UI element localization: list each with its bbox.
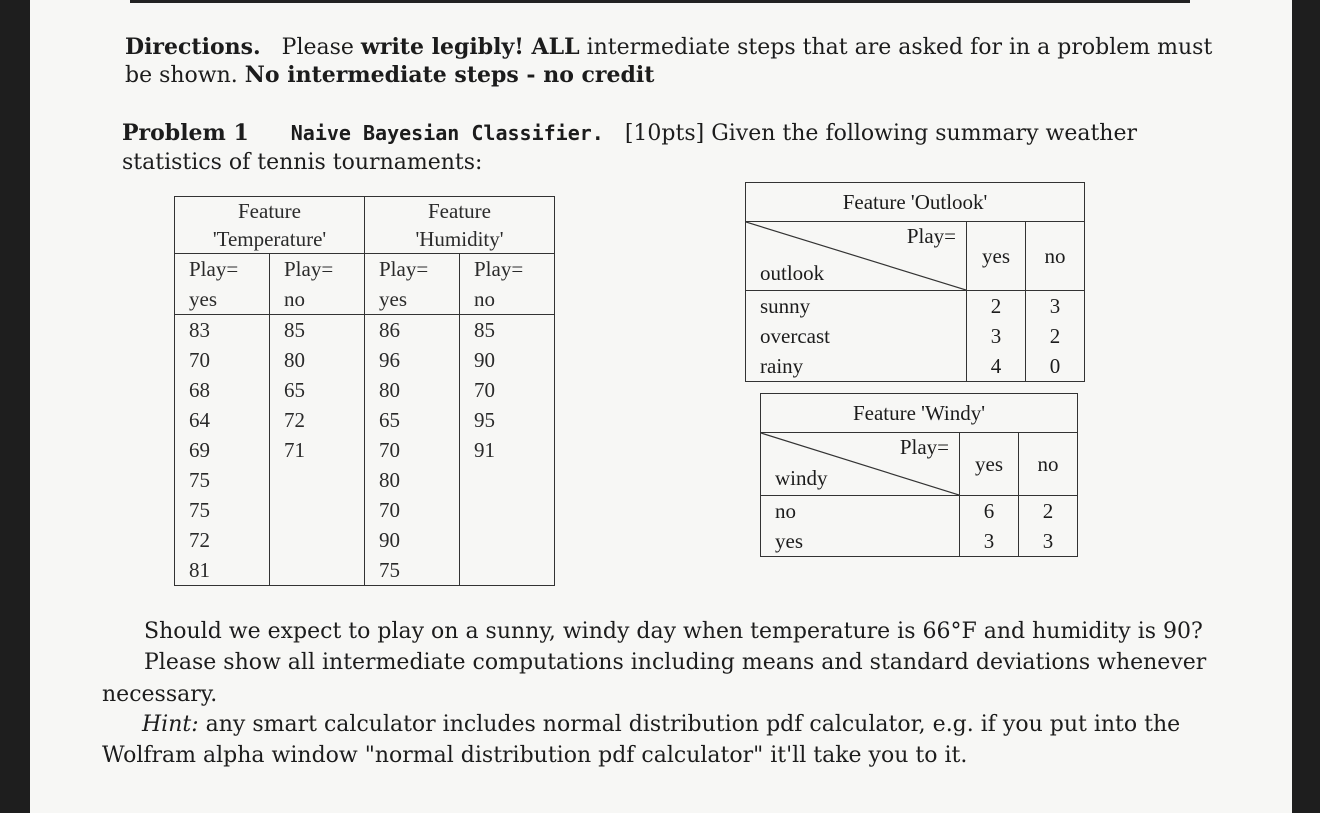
table-cell: 80 — [365, 465, 460, 495]
table-cell: 96 — [365, 345, 460, 375]
table-cell: 95 — [474, 407, 495, 432]
table-cell: 75 — [175, 465, 270, 495]
col-yes: yes — [960, 433, 1019, 496]
table-cell: 80 — [365, 375, 460, 405]
outlook-diagonal-header — [746, 222, 967, 291]
directions-line-1: Directions. Please write legibly! ALL intermediate steps that are asked for in a problem must — [125, 34, 1213, 60]
play-label: Play= — [175, 254, 270, 285]
row-label: no — [761, 496, 960, 527]
question-line-3: necessary. — [102, 682, 218, 707]
question-line-1: Should we expect to play on a sunny, windy day when temperature is 66°F and humidity is 90? — [144, 619, 1203, 644]
table-row — [175, 525, 555, 555]
problem-heading: Problem 1 Naive Bayesian Classifier. [10pts] Given the following summary weather — [122, 120, 1138, 146]
hint-label: Hint: — [142, 712, 199, 737]
table-cell: 64 — [175, 405, 270, 435]
table-cell — [270, 495, 365, 525]
temperature-humidity-table — [174, 196, 555, 586]
table-row — [746, 351, 1085, 382]
table-cell: 68 — [175, 375, 270, 405]
table-cell — [270, 525, 365, 555]
table-cell: 75 — [175, 495, 270, 525]
yes-label: yes — [365, 284, 460, 315]
row-label: sunny — [746, 291, 967, 322]
play-label: Play= — [899, 435, 949, 459]
col-no: no — [1019, 433, 1078, 496]
play-label: Play= — [270, 254, 365, 285]
yes-count: 2 — [967, 291, 1026, 322]
table-row — [761, 496, 1078, 527]
table-cell: 72 — [270, 405, 365, 435]
table-cell: 86 — [365, 315, 460, 346]
yes-count: 4 — [967, 351, 1026, 382]
directions-label: Directions. — [125, 34, 261, 60]
table-row — [175, 315, 555, 346]
row-label: overcast — [746, 321, 967, 351]
yes-count: 3 — [967, 321, 1026, 351]
no-count: 2 — [1042, 498, 1054, 523]
humidity-header: Feature 'Humidity' — [415, 199, 504, 251]
yes-count: 6 — [960, 496, 1019, 527]
windy-title: Feature 'Windy' — [761, 394, 1078, 433]
table-cell: 91 — [474, 437, 495, 462]
table-row — [761, 526, 1078, 557]
table-cell: 90 — [474, 347, 495, 372]
table-row — [175, 555, 555, 586]
no-count: 0 — [1049, 353, 1061, 378]
yes-count: 3 — [960, 526, 1019, 557]
yes-label: yes — [175, 284, 270, 315]
problem-name: Naive Bayesian Classifier. — [290, 121, 604, 145]
table-cell: 81 — [175, 555, 270, 586]
table-cell: 70 — [365, 495, 460, 525]
row-label: rainy — [746, 351, 967, 382]
row-label: yes — [761, 526, 960, 557]
problem-points: [10pts] — [624, 121, 705, 146]
table-cell: 83 — [175, 315, 270, 346]
table-cell: 65 — [270, 375, 365, 405]
hint-line-2: Wolfram alpha window "normal distribution pdf calculator" it'll take you to it. — [102, 743, 968, 768]
table-row — [746, 291, 1085, 322]
top-rule — [130, 0, 1190, 3]
problem-label: Problem 1 — [122, 120, 249, 146]
table-cell — [270, 555, 365, 586]
col-yes: yes — [967, 222, 1026, 291]
table-cell — [460, 465, 555, 495]
table-cell — [270, 465, 365, 495]
table-cell — [460, 525, 555, 555]
table-cell: 80 — [270, 345, 365, 375]
no-label: no — [460, 284, 555, 315]
play-label: Play= — [365, 254, 460, 285]
table-cell: 69 — [175, 435, 270, 465]
windy-table — [760, 393, 1078, 557]
no-count: 2 — [1049, 323, 1061, 348]
table-cell — [460, 495, 555, 525]
windy-diagonal-header — [761, 433, 960, 496]
no-count: 3 — [1042, 528, 1054, 553]
col-no: no — [1026, 222, 1085, 291]
table-cell: 85 — [474, 317, 495, 342]
table-cell: 70 — [474, 377, 495, 402]
table-row — [175, 465, 555, 495]
table-cell — [460, 555, 555, 586]
document-page — [30, 0, 1292, 813]
table-cell: 75 — [365, 555, 460, 586]
table-row — [175, 345, 555, 375]
table-cell: 71 — [270, 435, 365, 465]
table-cell: 70 — [175, 345, 270, 375]
outlook-row-label: outlook — [760, 261, 825, 285]
directions-line-2: be shown. No intermediate steps - no credit — [125, 62, 655, 88]
table-row — [175, 495, 555, 525]
table-cell: 65 — [365, 405, 460, 435]
question-line-2: Please show all intermediate computations including means and standard deviations whenever — [144, 650, 1207, 675]
outlook-title: Feature 'Outlook' — [746, 183, 1085, 222]
play-label: Play= — [460, 254, 555, 285]
outlook-table — [745, 182, 1085, 382]
hint-line-1: Hint: any smart calculator includes normal distribution pdf calculator, e.g. if you put into the — [142, 712, 1181, 737]
table-cell: 70 — [365, 435, 460, 465]
temperature-header: Feature 'Temperature' — [175, 197, 365, 254]
no-count: 3 — [1049, 293, 1061, 318]
table-row — [746, 321, 1085, 351]
table-cell: 90 — [365, 525, 460, 555]
table-cell: 72 — [175, 525, 270, 555]
table-row — [175, 435, 555, 465]
windy-row-label: windy — [775, 466, 828, 490]
table-row — [175, 405, 555, 435]
no-label: no — [270, 284, 365, 315]
table-row — [175, 375, 555, 405]
problem-intro-line-2: statistics of tennis tournaments: — [122, 150, 483, 175]
table-cell: 85 — [270, 315, 365, 346]
play-label: Play= — [906, 224, 956, 248]
